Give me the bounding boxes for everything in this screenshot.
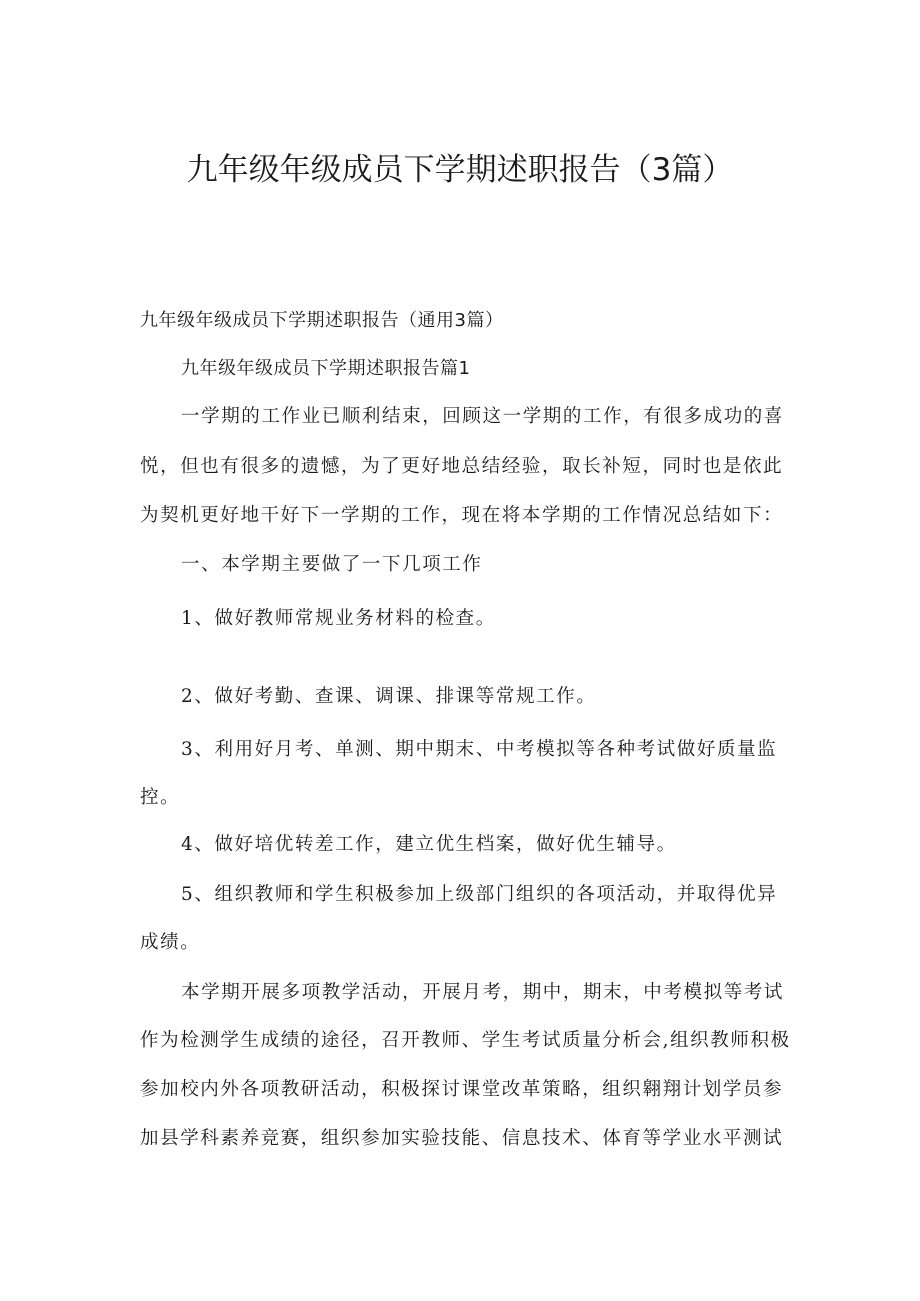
summary-line-4: 加县学科素养竞赛，组织参加实验技能、信息技术、体育等学业水平测试 bbox=[140, 1128, 784, 1149]
summary-line-2: 作为检测学生成绩的途径，召开教师、学生考试质量分析会,组织教师积极 bbox=[140, 1030, 791, 1051]
list-item-4: 4、做好培优转差工作，建立优生档案，做好优生辅导。 bbox=[181, 834, 677, 855]
summary-line-1: 本学期开展多项教学活动，开展月考，期中，期末，中考模拟等考试 bbox=[181, 982, 785, 1003]
list-item-5-line-1: 5、组织教师和学生积极参加上级部门组织的各项活动，并取得优异 bbox=[181, 884, 778, 905]
intro-line-2: 悦，但也有很多的遗憾，为了更好地总结经验，取长补短，同时也是依此 bbox=[140, 456, 784, 477]
section-heading: 九年级年级成员下学期述职报告篇1 bbox=[181, 358, 471, 379]
document-title: 九年级年级成员下学期述职报告（3篇） bbox=[186, 152, 734, 188]
summary-line-3: 参加校内外各项教研活动，积极探讨课堂改革策略，组织翱翔计划学员参 bbox=[140, 1079, 784, 1100]
list-item-3-line-2: 控。 bbox=[140, 787, 181, 808]
list-item-1: 1、做好教师常规业务材料的检查。 bbox=[181, 608, 496, 629]
intro-line-1: 一学期的工作业已顺利结束，回顾这一学期的工作，有很多成功的喜 bbox=[181, 406, 785, 427]
list-item-2: 2、做好考勤、查课、调课、排课等常规工作。 bbox=[181, 686, 597, 707]
list-item-3-line-1: 3、利用好月考、单测、期中期末、中考模拟等各种考试做好质量监 bbox=[181, 739, 778, 760]
intro-line-3: 为契机更好地干好下一学期的工作，现在将本学期的工作情况总结如下： bbox=[140, 505, 784, 526]
list-item-5-line-2: 成绩。 bbox=[140, 932, 201, 953]
document-subtitle: 九年级年级成员下学期述职报告（通用3篇） bbox=[140, 310, 504, 331]
part-heading: 一、本学期主要做了一下几项工作 bbox=[181, 554, 483, 575]
